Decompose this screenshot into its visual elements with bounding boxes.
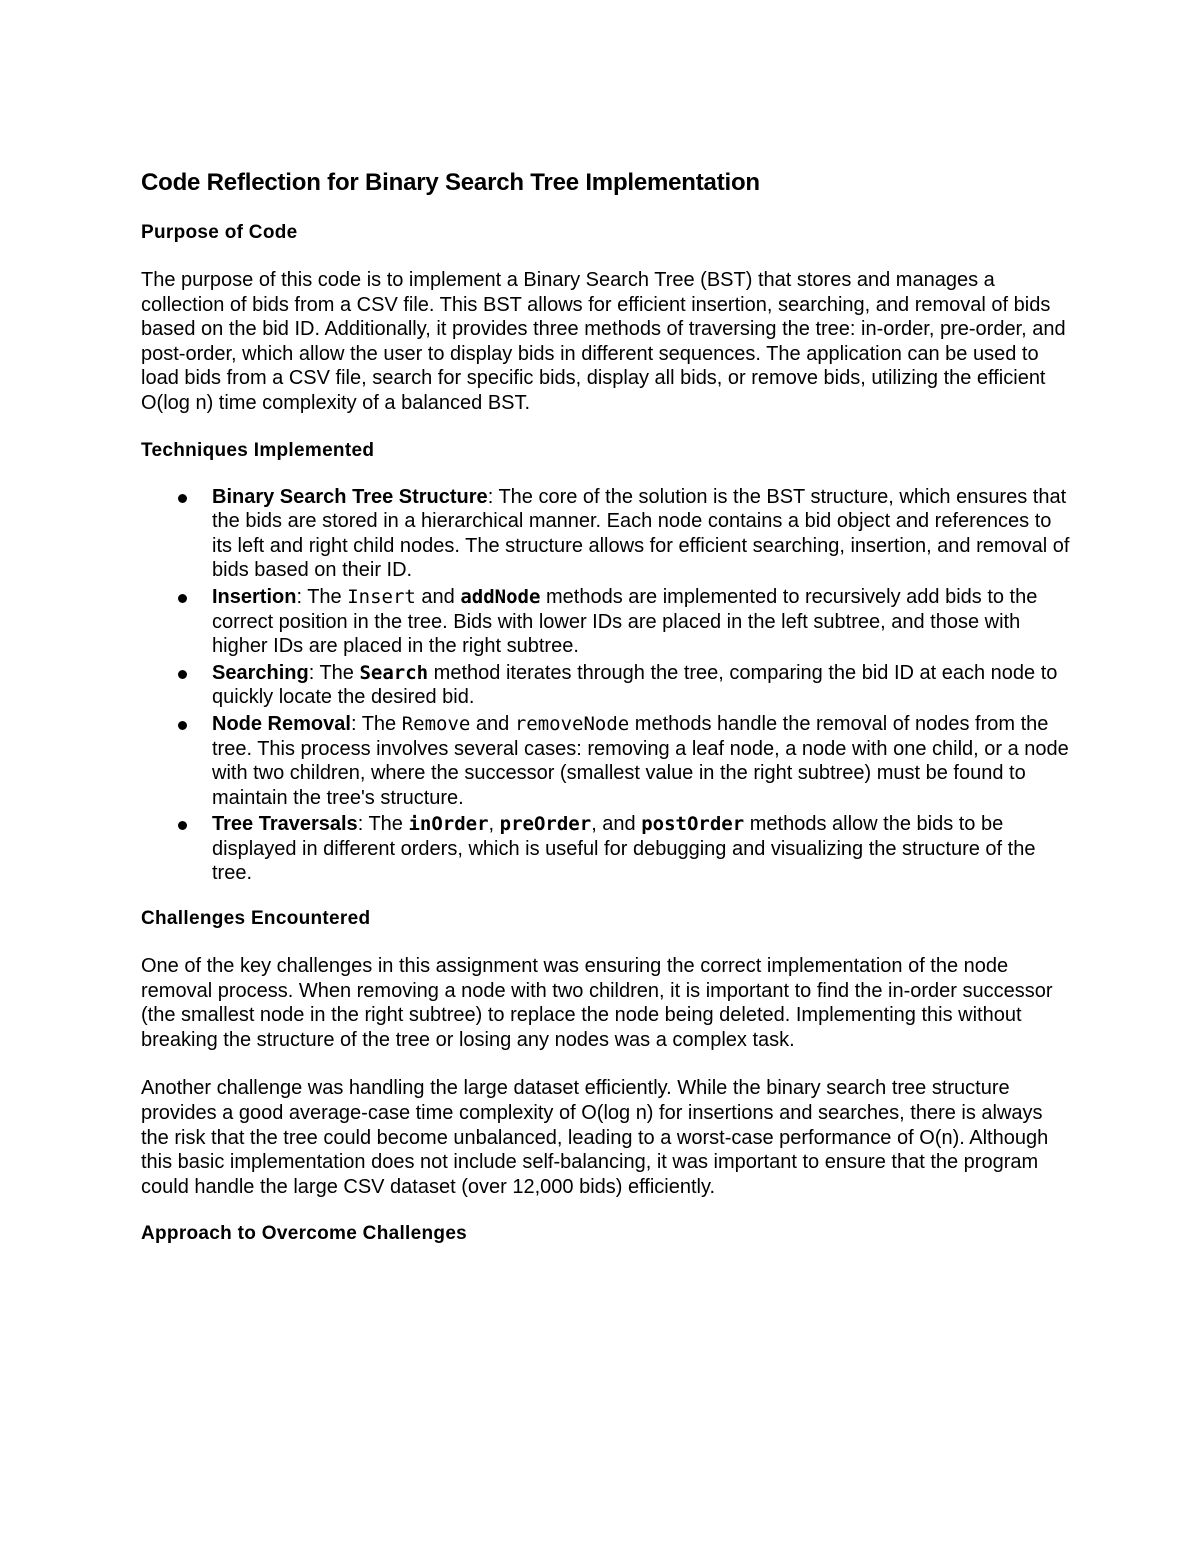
challenges-paragraph-1: One of the key challenges in this assignment was ensuring the correct implementation of the node removal process. When removing a node with two children, it is important to find the in-order successor (the smallest node in the right subtree) to replace the node being deleted. Implementing this without breaking the structure of the tree or losing any nodes was a complex task. — [141, 955, 1053, 1051]
item-text: methods are implemented to recursively add bids to the correct position in the tree. Bids with lower IDs are placed in the left subtree, and those with higher IDs are placed in the right subtree. — [212, 585, 1038, 658]
heading-techniques: Techniques Implemented — [141, 439, 375, 461]
document-title: Code Reflection for Binary Search Tree Implementation — [141, 169, 760, 196]
bullet-icon — [178, 721, 187, 730]
code-removenode: removeNode — [514, 712, 630, 735]
term-node-removal: Node Removal — [212, 712, 351, 735]
bullet-icon — [178, 494, 187, 503]
item-text-prefix: : The — [350, 712, 402, 735]
code-postorder: postOrder — [641, 813, 745, 836]
item-text-prefix: : The — [296, 585, 348, 608]
item-sep: , — [488, 813, 500, 836]
code-preorder: preOrder — [499, 813, 592, 836]
term-searching: Searching — [212, 661, 309, 684]
item-text: methods allow the bids to be displayed in different orders, which is useful for debugging and visualizing the structure of the tree. — [212, 813, 1036, 885]
item-text-prefix: : The — [357, 813, 409, 836]
code-addnode: addNode — [460, 585, 541, 608]
item-text-mid: and — [470, 712, 515, 735]
list-item — [141, 661, 1071, 710]
item-text-mid: and — [415, 585, 461, 608]
bullet-icon — [178, 821, 187, 830]
item-text: method iterates through the tree, comparing the bid ID at each node to quickly locate the desired bid. — [212, 661, 1058, 709]
heading-challenges: Challenges Encountered — [141, 908, 371, 930]
purpose-paragraph: The purpose of this code is to implement a Binary Search Tree (BST) that stores and manages a collection of bids from a CSV file. This BST allows for efficient insertion, searching, and removal of bids based on the bid ID. Additionally, it provides three methods of traversing the tree: in-order, pre-order, and post-order, which allow the user to display bids in different sequences. The application can be used to load bids from a CSV file, search for specific bids, display all bids, or remove bids, utilizing the efficient O(log n) time complexity of a balanced BST. — [141, 269, 1066, 414]
bullet-icon — [178, 594, 187, 603]
code-remove: Remove — [401, 712, 471, 735]
list-item — [141, 585, 1071, 659]
list-item — [141, 485, 1071, 583]
code-inorder: inOrder — [408, 813, 489, 836]
bullet-icon — [178, 670, 187, 679]
term-insertion: Insertion — [212, 585, 297, 608]
challenges-paragraph-2: Another challenge was handling the large dataset efficiently. While the binary search tree structure provides a good average-case time complexity of O(log n) for insertions and searches, there is always the risk that the tree could become unbalanced, leading to a worst-case performance of O(n). Although this basic implementation does not include self-balancing, it was important to ensure that the program could handle the large CSV dataset (over 12,000 bids) efficiently. — [141, 1077, 1049, 1198]
techniques-list — [141, 485, 1071, 887]
code-insert: Insert — [347, 585, 416, 608]
list-item — [141, 812, 1071, 886]
item-text: : The core of the solution is the BST structure, which ensures that the bids are stored in a hierarchical manner. Each node contains a bid object and references to its left and right child nodes. The structure allows for efficient searching, insertion, and removal of bids based on their ID. — [212, 485, 1070, 582]
heading-purpose: Purpose of Code — [141, 222, 298, 243]
item-text-prefix: : The — [308, 661, 360, 684]
list-item — [141, 712, 1071, 810]
item-sep: , and — [591, 813, 642, 836]
heading-approach: Approach to Overcome Challenges — [141, 1223, 468, 1245]
code-search: Search — [359, 661, 429, 684]
document-page — [141, 168, 1071, 1247]
item-text: methods handle the removal of nodes from the tree. This process involves several cases: removing a leaf node, a node with one child, or a node with two children, where the successor (smallest value in the right subtree) must be found to maintain the tree's structure. — [212, 712, 1069, 809]
term-bst-structure: Binary Search Tree Structure — [212, 485, 488, 508]
term-tree-traversals: Tree Traversals — [212, 813, 358, 836]
